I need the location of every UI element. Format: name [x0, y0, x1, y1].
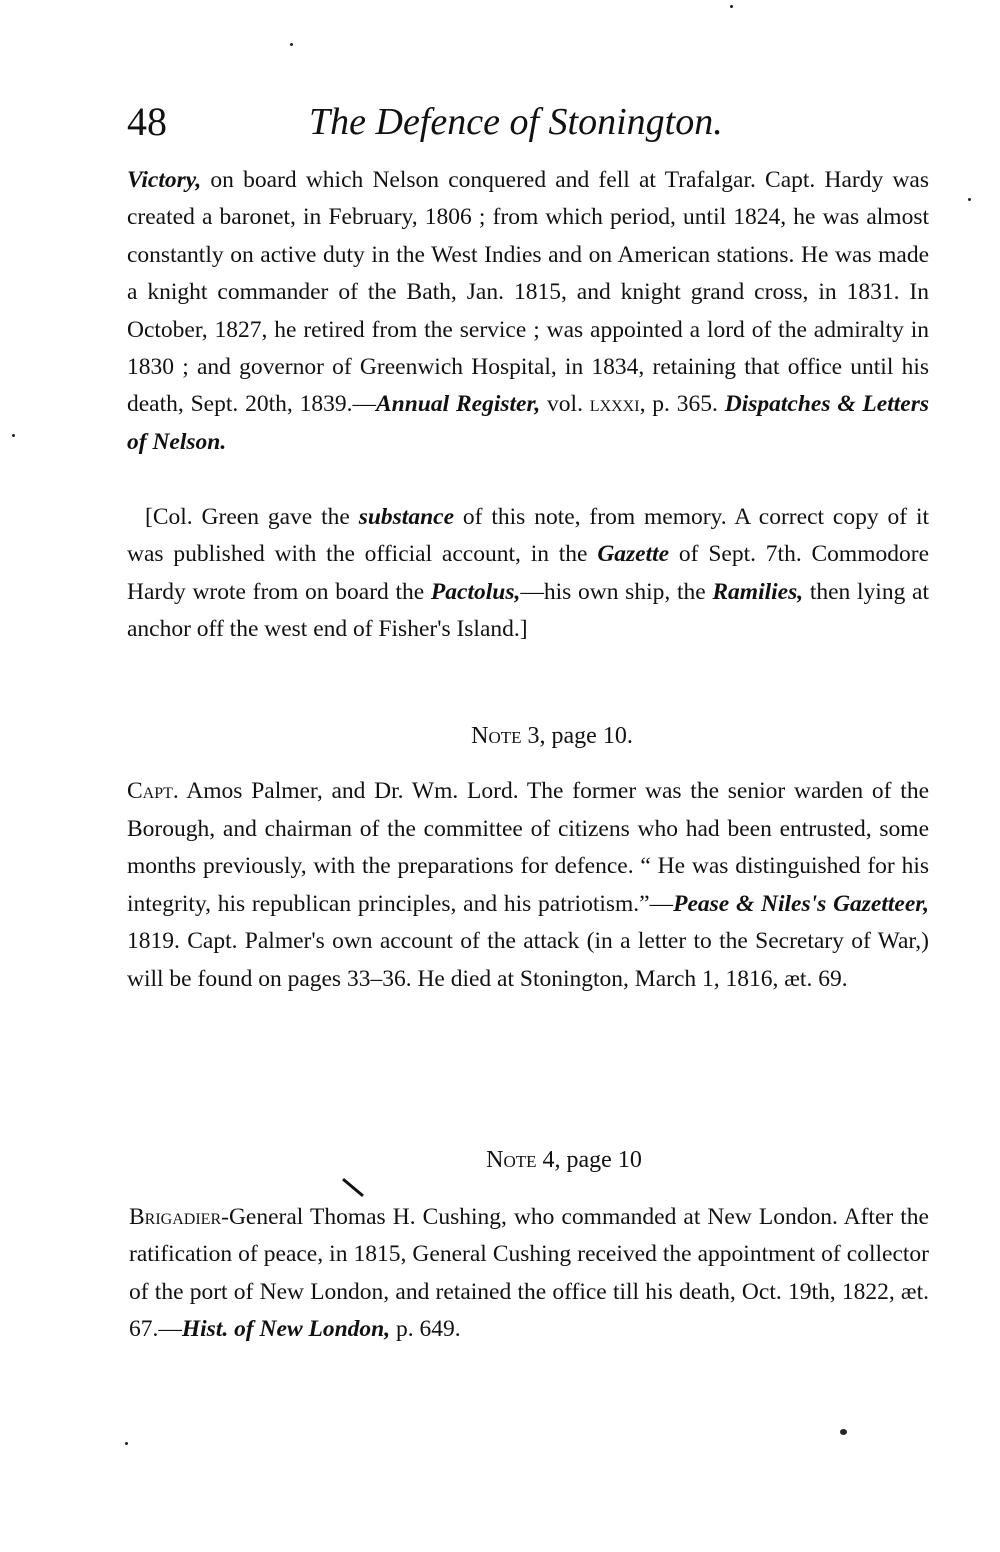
text-run: p. 649. [390, 1316, 461, 1343]
emphasis: substance [358, 504, 455, 530]
volume-numeral: lxxxi [589, 391, 640, 418]
ship-name: Pactolus, [430, 578, 521, 605]
text-run: [Col. Green gave the [145, 504, 359, 530]
citation-title: Dispatches & Letters of Nelson. [127, 391, 929, 455]
citation-title: Annual Register, [375, 391, 541, 418]
citation-title: Hist. of New London, [181, 1316, 391, 1343]
page-speck [12, 434, 15, 437]
lead-word: Brigadier [129, 1204, 222, 1230]
insertion-mark [342, 1178, 364, 1197]
text-run: Amos Palmer, and Dr. Wm. Lord. The former was the senior warden of the Borough, and chairman of the committee of citizens who had been entrusted, some months previously, with the preparations for defence. “ He was distinguished for his integrity, his republican principles, and his patriotism.”— [127, 778, 929, 917]
newspaper-title: Gazette [597, 541, 670, 568]
text-run: 1819. Capt. Palmer's own account of the attack (in a letter to the Secretary of War,) will be found on pages 33–36. He died at Stonington, March 1, 1816, æt. 69. [127, 928, 929, 992]
page-speck [730, 5, 733, 8]
text-run: on board which Nelson conquered and fell at Trafalgar. Capt. Hardy was created a baronet, in February, 1806 ; from which period, until 1824, he was almost constantly on active duty in the West Indies and on American stations. He was made a knight commander of the Bath, Jan. 1815, and knight grand cross, in 1831. In October, 1827, he retired from the service ; was appointed a lord of the admiralty in 1830 ; and governor of Greenwich Hospital, in 1834, retaining that office until his death, Sept. 20th, 1839.— [127, 167, 929, 418]
note-label: Note [486, 1147, 537, 1173]
page-speck [290, 43, 293, 46]
text-run: —his own ship, the [520, 578, 713, 605]
text-run: of Sept. 7th. Commodore Hardy wrote from on board the [127, 541, 929, 605]
paragraph-green-note [127, 499, 929, 649]
note-3-heading [52, 718, 1000, 754]
running-title: The Defence of Stonington. [309, 101, 723, 143]
page-number: 48 [127, 99, 167, 144]
paragraph-hardy-biography [127, 162, 929, 461]
note-4-heading [64, 1142, 1000, 1178]
page-speck [968, 198, 971, 201]
text-run: vol. [540, 391, 590, 418]
page-speck [125, 1442, 128, 1445]
note-reference: 4, page 10 [536, 1147, 642, 1173]
ship-name: Ramilies, [712, 578, 804, 605]
text-run: -General Thomas H. Cushing, who commanded at New London. After the ratification of peace, in 1815, General Cushing received the appointment of collector of the port of New London, and retained the office till his death, Oct. 19th, 1822, æt. 67.— [129, 1204, 929, 1343]
paragraph-palmer-note [127, 773, 929, 999]
text-run: of this note, from memory. A correct copy of it was published with the official account, in the [127, 504, 929, 568]
ship-name: Victory, [127, 167, 202, 193]
citation-title: Pease & Niles's Gazetteer, [673, 890, 930, 917]
page-header [127, 92, 927, 152]
note-label: Note [471, 723, 522, 749]
text-run: then lying at anchor off the west end of Fisher's Island.] [127, 578, 929, 643]
note-reference: 3, page 10. [521, 723, 633, 749]
page-speck [840, 1429, 847, 1435]
text-run: , p. 365. [639, 391, 725, 418]
paragraph-cushing-note [129, 1199, 929, 1349]
lead-word: Capt. [127, 778, 179, 804]
